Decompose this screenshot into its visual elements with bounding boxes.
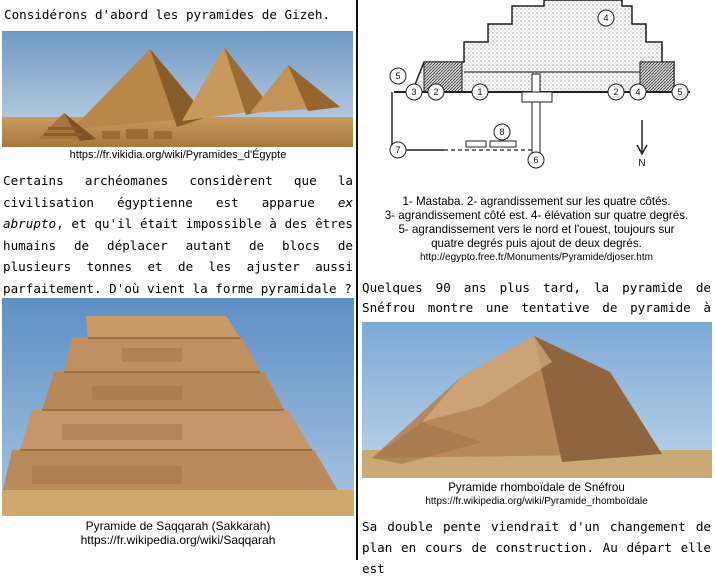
- column-divider: [356, 0, 358, 560]
- snefrou-bent-pyramid-photo: [362, 322, 712, 478]
- saqqarah-caption-title: Pyramide de Saqqarah (Sakkarah): [85, 519, 271, 533]
- paragraph-text-part-2: , et qu'il était impossible à des êtres humains de déplacer autant de blocs de plusieurs tonnes et de les ajuster aussi parfaitement. D'où vient la forme pyramidale ?: [3, 216, 353, 296]
- snefrou-caption-title: Pyramide rhomboïdale de Snéfrou: [448, 481, 625, 494]
- diagram-label-5-right: 5: [677, 87, 683, 97]
- diagram-north-label: N: [638, 158, 646, 169]
- diagram-label-4-right: 4: [635, 87, 641, 97]
- saqqarah-caption: [0, 519, 356, 547]
- double-slope-paragraph: Sa double pente viendrait d'un changement de plan en cours de construction. Au départ elle est: [362, 519, 711, 576]
- gizeh-pyramids-photo: [2, 31, 353, 147]
- diagram-legend: [358, 195, 715, 265]
- legend-line-3: 5- agrandissement vers le nord et l'ouest, toujours sur: [398, 223, 675, 236]
- paragraph-text-part-1: Certains archéomanes considèrent que la civilisation égyptienne est apparue: [3, 173, 353, 210]
- gizeh-photo-caption: https://fr.vikidia.org/wiki/Pyramides_d'Égypte: [69, 149, 287, 161]
- diagram-label-6: 6: [533, 155, 539, 165]
- intro-paragraph: [3, 170, 353, 299]
- diagram-label-5-left: 5: [395, 71, 401, 81]
- saqqarah-caption-source: https://fr.wikipedia.org/wiki/Saqqarah: [80, 533, 276, 547]
- snefrou-caption: [358, 481, 715, 509]
- diagram-label-1: 1: [477, 87, 483, 97]
- diagram-label-2-right: 2: [613, 87, 619, 97]
- djoser-construction-diagram: [384, 0, 700, 178]
- diagram-label-3: 3: [411, 87, 417, 97]
- saqqarah-pyramid-photo: [2, 298, 354, 516]
- page-heading: Considérons d'abord les pyramides de Gizeh.: [4, 7, 331, 22]
- diagram-label-7: 7: [395, 145, 401, 155]
- diagram-label-2-left: 2: [433, 87, 439, 97]
- legend-line-1: 1- Mastaba. 2- agrandissement sur les quatre côtés.: [402, 195, 671, 208]
- legend-line-2: 3- agrandissement côté est. 4- élévation sur quatre degrés.: [384, 209, 689, 222]
- legend-line-4: quatre degrés puis ajout de deux degrés.: [431, 237, 642, 250]
- snefrou-intro-paragraph: Quelques 90 ans plus tard, la pyramide de Snéfrou montre une tentative de pyramide à: [362, 280, 711, 315]
- diagram-label-8: 8: [499, 127, 505, 137]
- diagram-label-4: 4: [603, 13, 609, 23]
- paragraph-italic-term: ex abrupto: [3, 194, 353, 231]
- legend-source: http://egypto.free.fr/Monuments/Pyramide/djoser.htm: [420, 252, 653, 263]
- snefrou-caption-source: https://fr.wikipedia.org/wiki/Pyramide_rhomboïdale: [425, 496, 648, 507]
